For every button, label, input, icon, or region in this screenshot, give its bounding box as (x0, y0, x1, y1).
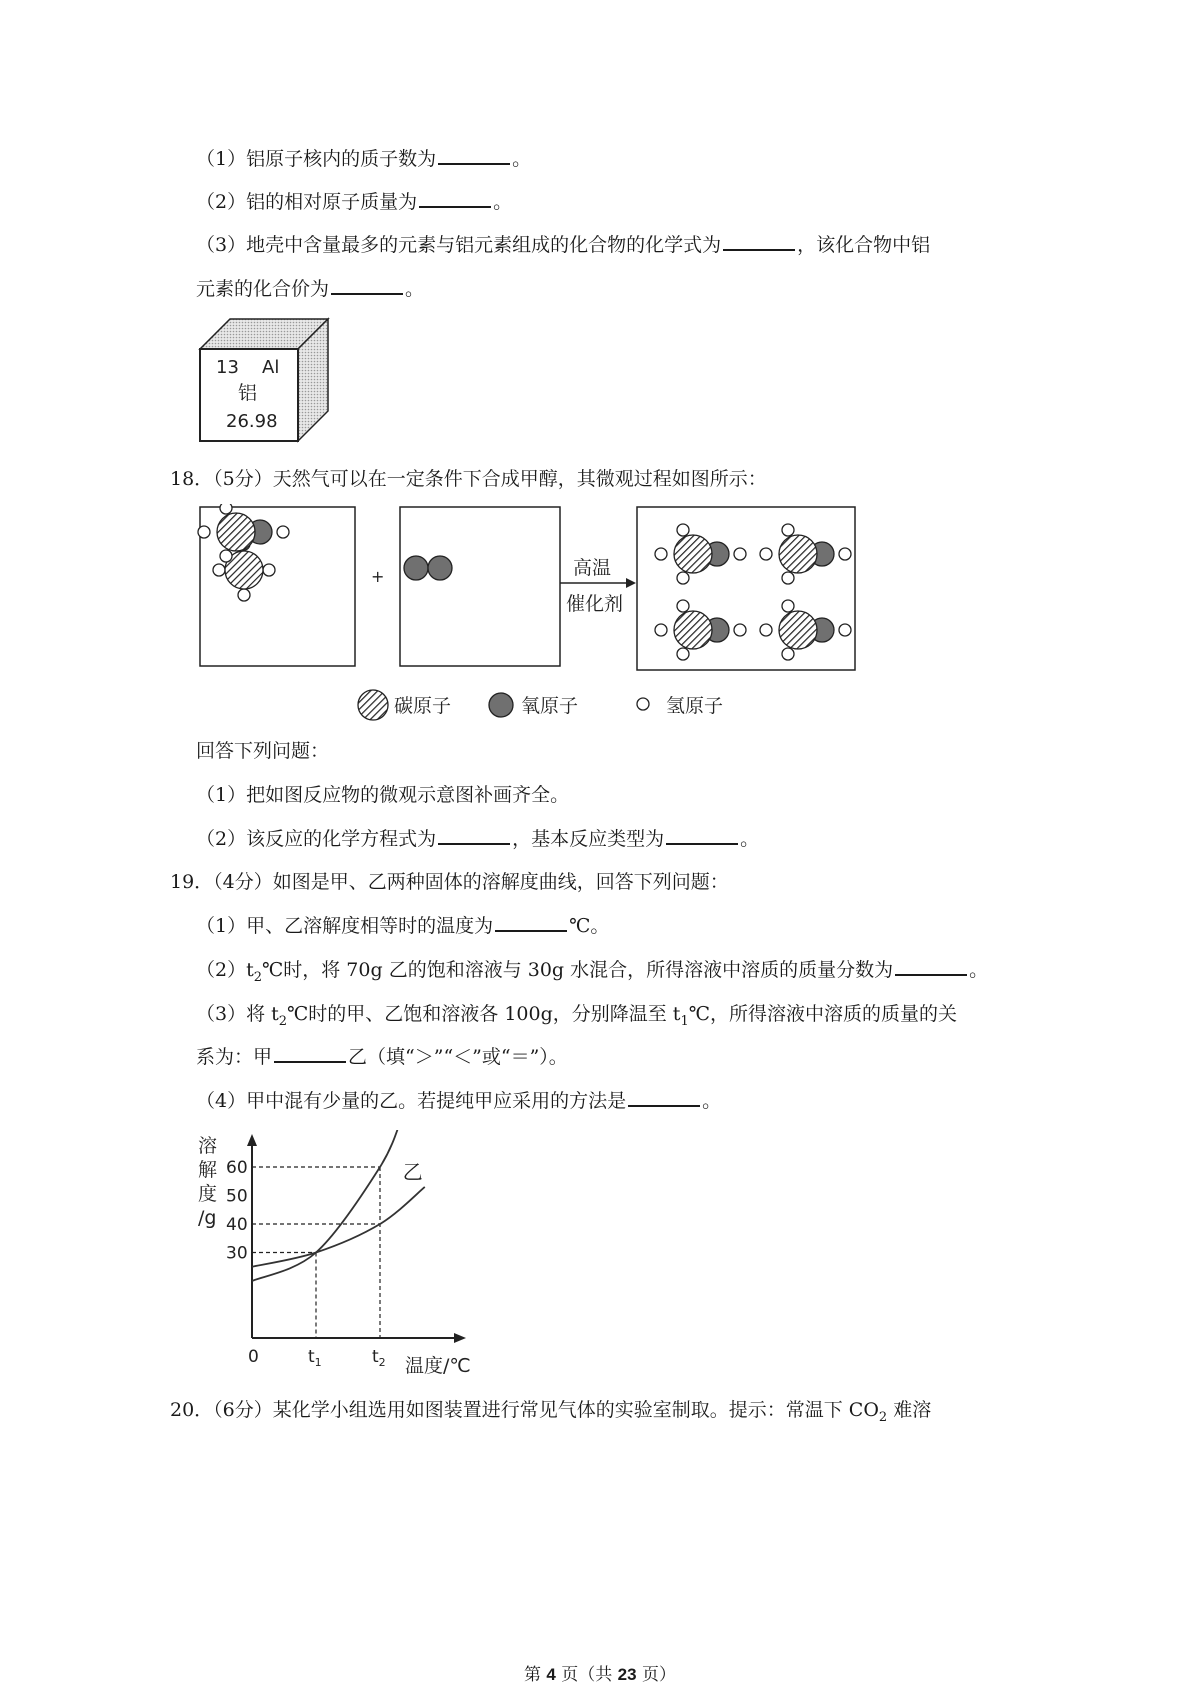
svg-text:氢原子: 氢原子 (666, 695, 724, 717)
q17-part3: （3）地壳中含量最多的元素与铝元素组成的化合物的化学式为 ，该化合物中铝 (196, 234, 931, 256)
x-tick-label: $t_2$ (372, 1347, 386, 1369)
q18-part1: （1）把如图反应物的微观示意图补画齐全。 (196, 784, 570, 806)
answer-blank[interactable] (895, 958, 967, 976)
element-name: 铝 (238, 382, 258, 404)
svg-text:解: 解 (198, 1159, 218, 1181)
answer-blank[interactable] (666, 827, 738, 845)
product-box-methanol (637, 507, 855, 670)
y-axis-arrow (247, 1134, 257, 1146)
q19-part2: $(2)t_2℃$时，将 70g 乙的饱和溶液与 30g 水混合，所得溶液中溶质的质量分数为 。 (196, 959, 989, 985)
x-axis-label: 温度/℃ (405, 1355, 471, 1377)
q17-part1: （1）铝原子核内的质子数为 。 (196, 148, 532, 170)
q17-part2: （2）铝的相对原子质量为 。 (196, 191, 513, 213)
page-number: 4 (546, 1665, 556, 1684)
answer-blank[interactable] (438, 147, 510, 165)
y-axis-label (198, 1135, 217, 1229)
q18-heading: 18．（5分）天然气可以在一定条件下合成甲醇，其微观过程如图所示： (170, 468, 767, 490)
q19-part4: （4）甲中混有少量的乙。若提纯甲应采用的方法是 。 (196, 1090, 722, 1112)
diagram-legend (358, 690, 723, 720)
svg-text:碳原子: 碳原子 (394, 695, 452, 717)
element-symbol: Al (262, 357, 280, 378)
solubility-chart (190, 1130, 490, 1380)
q19-part3-cont: 系为：甲 乙（填“＞”“＜”或“＝”）。 (196, 1046, 568, 1068)
series-label: 乙 (402, 1159, 423, 1184)
q19-part3: （3）将 $t_2℃$时的甲、乙饱和溶液各 100g，分别降温至 $t_1℃$，所得溶液中溶质的质量的关 (196, 1003, 957, 1029)
q18-intro: 回答下列问题： (196, 740, 330, 762)
answer-blank[interactable] (331, 277, 403, 295)
x-tick-label: $t_1$ (308, 1347, 322, 1369)
reactant-box-oxygen (400, 507, 560, 666)
svg-text:氧原子: 氧原子 (521, 695, 579, 717)
atomic-number: 13 (216, 357, 239, 378)
answer-blank[interactable] (419, 190, 491, 208)
y-tick-label: 40 (226, 1215, 248, 1235)
q19-part1: （1）甲、乙溶解度相等时的温度为 ℃。 (196, 915, 610, 937)
q17-part3-cont: 元素的化合价为 。 (196, 278, 425, 300)
answer-blank[interactable] (723, 233, 795, 251)
svg-text:度: 度 (198, 1183, 218, 1205)
y-tick-label: 30 (226, 1243, 248, 1264)
answer-blank[interactable] (438, 827, 510, 845)
y-tick-label: 50 (226, 1186, 248, 1207)
q20-heading: 20．（6分）某化学小组选用如图装置进行常见气体的实验室制取。提示：常温下 $CO_2$ 难溶 (170, 1399, 932, 1425)
x-axis-arrow (454, 1333, 466, 1343)
x-tick-label: 0 (248, 1347, 259, 1367)
answer-blank[interactable] (495, 914, 567, 932)
y-tick-label: 60 (226, 1158, 248, 1178)
plus-sign: + (371, 567, 385, 586)
page-footer: 第 4 页（共 23 页） (523, 1665, 676, 1685)
page-total: 23 (617, 1665, 637, 1684)
answer-blank[interactable] (274, 1045, 346, 1063)
q19-heading: 19．（4分）如图是甲、乙两种固体的溶解度曲线，回答下列问题： (170, 871, 729, 893)
q18-part2: （2）该反应的化学方程式为 ，基本反应类型为 。 (196, 828, 760, 850)
condition-high-temp: 高温 (573, 557, 612, 579)
atomic-mass: 26.98 (226, 411, 278, 432)
condition-catalyst: 催化剂 (566, 593, 624, 615)
aluminum-element-cube (196, 315, 336, 447)
svg-text:/g: /g (198, 1207, 217, 1229)
answer-blank[interactable] (628, 1089, 700, 1107)
methanol-synthesis-diagram (196, 504, 876, 724)
svg-text:溶: 溶 (198, 1135, 218, 1157)
